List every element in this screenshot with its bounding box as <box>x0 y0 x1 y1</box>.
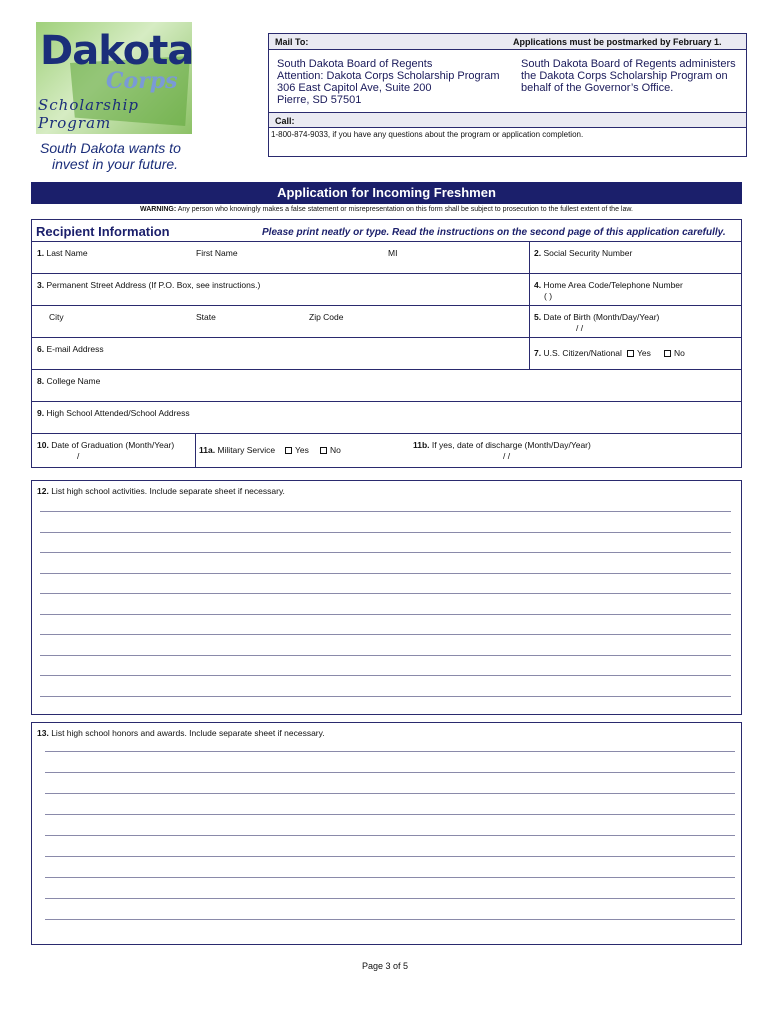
college-name-field[interactable]: 8. College Name <box>37 376 101 386</box>
address-line: Pierre, SD 57501 <box>277 94 362 106</box>
writing-line[interactable] <box>40 675 731 676</box>
divider <box>195 434 196 468</box>
logo-title: Dakota <box>40 28 194 74</box>
logo-tagline-2: invest in your future. <box>52 156 179 172</box>
college-row <box>32 370 741 402</box>
phone-text: 1-800-874-9033, if you have any questions about the program or application completion. <box>271 130 584 139</box>
dakota-corps-logo <box>30 22 194 172</box>
checkbox-icon[interactable] <box>627 350 634 357</box>
address-row <box>32 274 741 306</box>
email-field[interactable]: 6. E-mail Address <box>37 344 104 354</box>
writing-line[interactable] <box>40 696 731 697</box>
call-label: Call: <box>275 116 295 126</box>
ssn-field[interactable]: 2. Social Security Number <box>534 248 633 258</box>
checkbox-icon[interactable] <box>320 447 327 454</box>
street-address-field[interactable]: 3. Permanent Street Address (If P.O. Box, see instructions.) <box>37 280 261 290</box>
date-of-birth-field[interactable]: 5. Date of Birth (Month/Day/Year) <box>534 312 660 322</box>
writing-line[interactable] <box>45 898 735 899</box>
writing-line[interactable] <box>45 919 735 920</box>
warning-notice <box>31 206 742 213</box>
honors-label: 13. List high school honors and awards. Include separate sheet if necessary. <box>37 728 325 738</box>
writing-line[interactable] <box>45 877 735 878</box>
dob-slashes: / / <box>576 323 584 333</box>
writing-line[interactable] <box>45 793 735 794</box>
recipient-information-section <box>31 219 742 468</box>
honors-box <box>31 722 742 945</box>
activities-label: 12. List high school activities. Include separate sheet if necessary. <box>37 486 285 496</box>
state-field[interactable]: State <box>196 312 216 322</box>
mail-to-header <box>269 34 746 50</box>
high-school-field[interactable]: 9. High School Attended/School Address <box>37 408 190 418</box>
email-row <box>32 338 741 370</box>
checkbox-icon[interactable] <box>285 447 292 454</box>
citizen-no-option[interactable]: No <box>658 348 685 358</box>
last-name-field[interactable]: 1. Last Name <box>37 248 88 258</box>
city-row <box>32 306 741 338</box>
writing-line[interactable] <box>45 835 735 836</box>
administrator-note: South Dakota Board of Regents administers the Dakota Corps Scholarship Program on behalf of the Governor’s Office. <box>521 58 736 94</box>
graduation-slash: / <box>77 451 80 461</box>
writing-line[interactable] <box>45 751 735 752</box>
form-title: Application for Incoming Freshmen <box>31 182 742 204</box>
mail-to-box <box>268 33 747 157</box>
writing-line[interactable] <box>40 593 731 594</box>
logo-program: Scholarship Program <box>38 96 140 132</box>
checkbox-icon[interactable] <box>664 350 671 357</box>
address-line: 306 East Capitol Ave, Suite 200 <box>277 82 432 94</box>
writing-line[interactable] <box>40 655 731 656</box>
warning-label: WARNING: <box>140 206 177 213</box>
middle-initial-field[interactable]: MI <box>388 248 398 258</box>
warning-text: Any person who knowingly makes a false statement or misrepresentation on this form shall be subject to prosecution to the fullest extent of the law. <box>177 206 633 213</box>
city-field[interactable]: City <box>49 312 64 322</box>
writing-line[interactable] <box>45 856 735 857</box>
writing-line[interactable] <box>40 634 731 635</box>
logo-subtitle: Corps <box>106 68 178 94</box>
writing-line[interactable] <box>40 614 731 615</box>
section-heading: Recipient Information <box>36 224 170 239</box>
citizen-field: 7. U.S. Citizen/National <box>534 348 622 358</box>
zip-code-field[interactable]: Zip Code <box>309 312 344 322</box>
telephone-field[interactable]: 4. Home Area Code/Telephone Number <box>534 280 683 290</box>
writing-line[interactable] <box>40 573 731 574</box>
activities-box <box>31 480 742 715</box>
divider <box>529 274 530 305</box>
recipient-header <box>32 220 741 242</box>
discharge-slashes: / / <box>503 451 511 461</box>
military-no-option[interactable]: No <box>314 445 341 455</box>
writing-line[interactable] <box>40 511 731 512</box>
instructions-note: Please print neatly or type. Read the instructions on the second page of this application carefully. <box>262 227 726 238</box>
area-code-parens: ( ) <box>544 291 553 301</box>
call-header <box>269 112 746 128</box>
discharge-date-field[interactable]: 11b. If yes, date of discharge (Month/Day/Year) <box>413 440 591 450</box>
mail-to-label: Mail To: <box>275 37 309 47</box>
logo-tagline-1: South Dakota wants to <box>40 140 181 156</box>
graduation-date-field[interactable]: 10. Date of Graduation (Month/Year) <box>37 440 175 450</box>
military-yes-option[interactable]: Yes <box>279 445 309 455</box>
writing-line[interactable] <box>45 814 735 815</box>
writing-line[interactable] <box>45 772 735 773</box>
name-row <box>32 242 741 274</box>
citizen-yes-option[interactable]: Yes <box>621 348 651 358</box>
writing-line[interactable] <box>40 532 731 533</box>
mailing-address <box>277 58 500 106</box>
graduation-row <box>32 434 741 468</box>
first-name-field[interactable]: First Name <box>196 248 238 258</box>
military-service-field: 11a. Military Service <box>199 445 276 455</box>
deadline-text: Applications must be postmarked by February 1. <box>513 37 722 47</box>
divider <box>529 306 530 337</box>
divider <box>529 242 530 273</box>
address-line: South Dakota Board of Regents <box>277 58 433 70</box>
address-line: Attention: Dakota Corps Scholarship Program <box>277 70 500 82</box>
divider <box>529 338 530 369</box>
high-school-row <box>32 402 741 434</box>
page-number: Page 3 of 5 <box>361 961 409 971</box>
writing-line[interactable] <box>40 552 731 553</box>
